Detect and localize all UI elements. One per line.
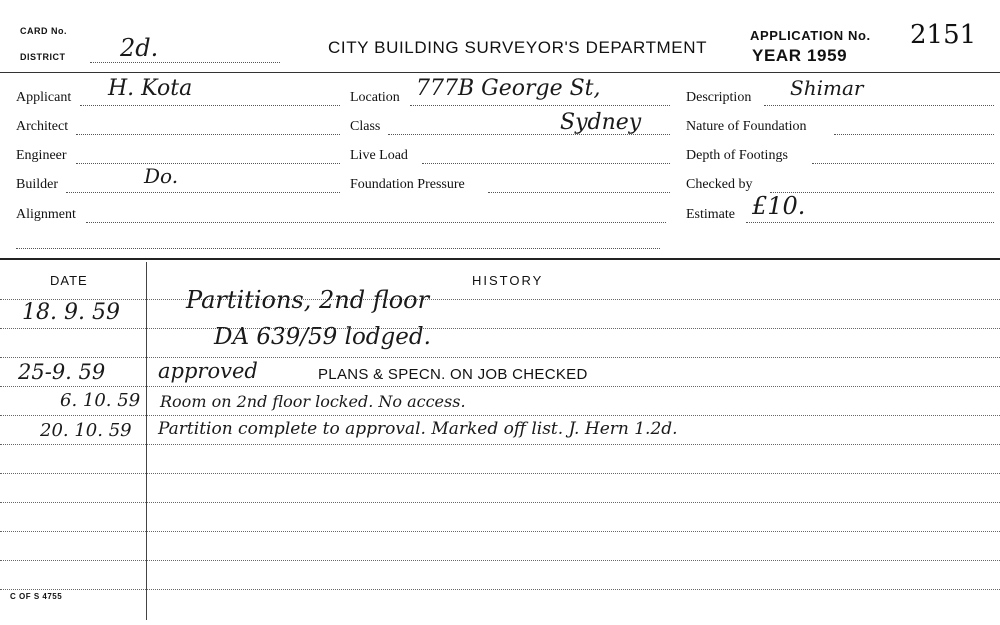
description-value: Shimar xyxy=(790,76,864,100)
history-entry: Partitions, 2nd floor xyxy=(186,286,430,314)
builder-value: Do. xyxy=(144,164,179,188)
ruled-line xyxy=(0,415,1000,416)
history-date: 25-9. 59 xyxy=(18,360,106,384)
ruled-line xyxy=(0,328,1000,329)
engineer-label: Engineer xyxy=(16,148,67,163)
history-entry: Partition complete to approval. Marked off list. J. Hern 1.2d. xyxy=(158,419,678,439)
history-top-border xyxy=(0,258,1000,260)
builder-label: Builder xyxy=(16,177,58,192)
ruled-line xyxy=(0,589,1000,590)
history-header: HISTORY xyxy=(472,273,544,288)
builder-line xyxy=(66,192,340,193)
year-label: YEAR 1959 xyxy=(752,46,848,65)
ruled-line xyxy=(0,560,1000,561)
header-divider xyxy=(0,72,1000,73)
history-date: 6. 10. 59 xyxy=(60,390,141,411)
estimate-value: £10. xyxy=(752,192,806,220)
blank-line xyxy=(16,248,660,249)
checked-by-label: Checked by xyxy=(686,177,753,192)
history-date: 20. 10. 59 xyxy=(40,420,132,441)
application-label: APPLICATION No. xyxy=(750,28,871,43)
architect-line xyxy=(76,134,340,135)
depth-line xyxy=(812,163,994,164)
location-label: Location xyxy=(350,90,400,105)
district-value: 2d. xyxy=(120,34,159,62)
location-value: 777B George St, xyxy=(416,76,601,101)
history-entry: DA 639/59 lodged. xyxy=(214,324,431,350)
ruled-line xyxy=(0,473,1000,474)
history-entry: approved xyxy=(158,359,258,383)
district-label: DISTRICT xyxy=(20,52,66,62)
engineer-line xyxy=(76,163,340,164)
description-label: Description xyxy=(686,90,752,105)
history-stamp: PLANS & SPECN. ON JOB CHECKED xyxy=(318,366,588,383)
date-header: DATE xyxy=(50,273,88,288)
estimate-line xyxy=(746,222,994,223)
live-load-label: Live Load xyxy=(350,148,408,163)
nature-of-foundation-label: Nature of Foundation xyxy=(686,119,807,134)
applicant-label: Applicant xyxy=(16,90,72,105)
applicant-line xyxy=(80,105,340,106)
ruled-line xyxy=(0,444,1000,445)
foundation-pressure-line xyxy=(488,192,670,193)
architect-label: Architect xyxy=(16,119,69,134)
location-line xyxy=(410,105,670,106)
ruled-line xyxy=(0,502,1000,503)
ruled-line xyxy=(0,299,1000,300)
nature-line xyxy=(834,134,994,135)
card-no-label: CARD No. xyxy=(20,26,67,36)
alignment-label: Alignment xyxy=(16,207,76,222)
ruled-line xyxy=(0,531,1000,532)
department-title: CITY BUILDING SURVEYOR'S DEPARTMENT xyxy=(328,38,708,57)
depth-of-footings-label: Depth of Footings xyxy=(686,148,788,163)
live-load-line xyxy=(422,163,670,164)
class-label: Class xyxy=(350,119,381,134)
history-date: 18. 9. 59 xyxy=(22,300,120,325)
history-entry: Room on 2nd floor locked. No access. xyxy=(160,392,466,411)
form-code: C OF S 4755 xyxy=(10,592,63,601)
application-number: 2151 xyxy=(910,20,977,50)
district-line xyxy=(90,62,280,63)
ruled-line xyxy=(0,386,1000,387)
estimate-label: Estimate xyxy=(686,207,735,222)
ruled-line xyxy=(0,357,1000,358)
description-line xyxy=(764,105,994,106)
foundation-pressure-label: Foundation Pressure xyxy=(350,177,465,192)
location-value-2: Sydney xyxy=(560,110,642,135)
applicant-value: H. Kota xyxy=(108,76,193,101)
alignment-line xyxy=(86,222,666,223)
date-column-divider xyxy=(146,262,147,620)
